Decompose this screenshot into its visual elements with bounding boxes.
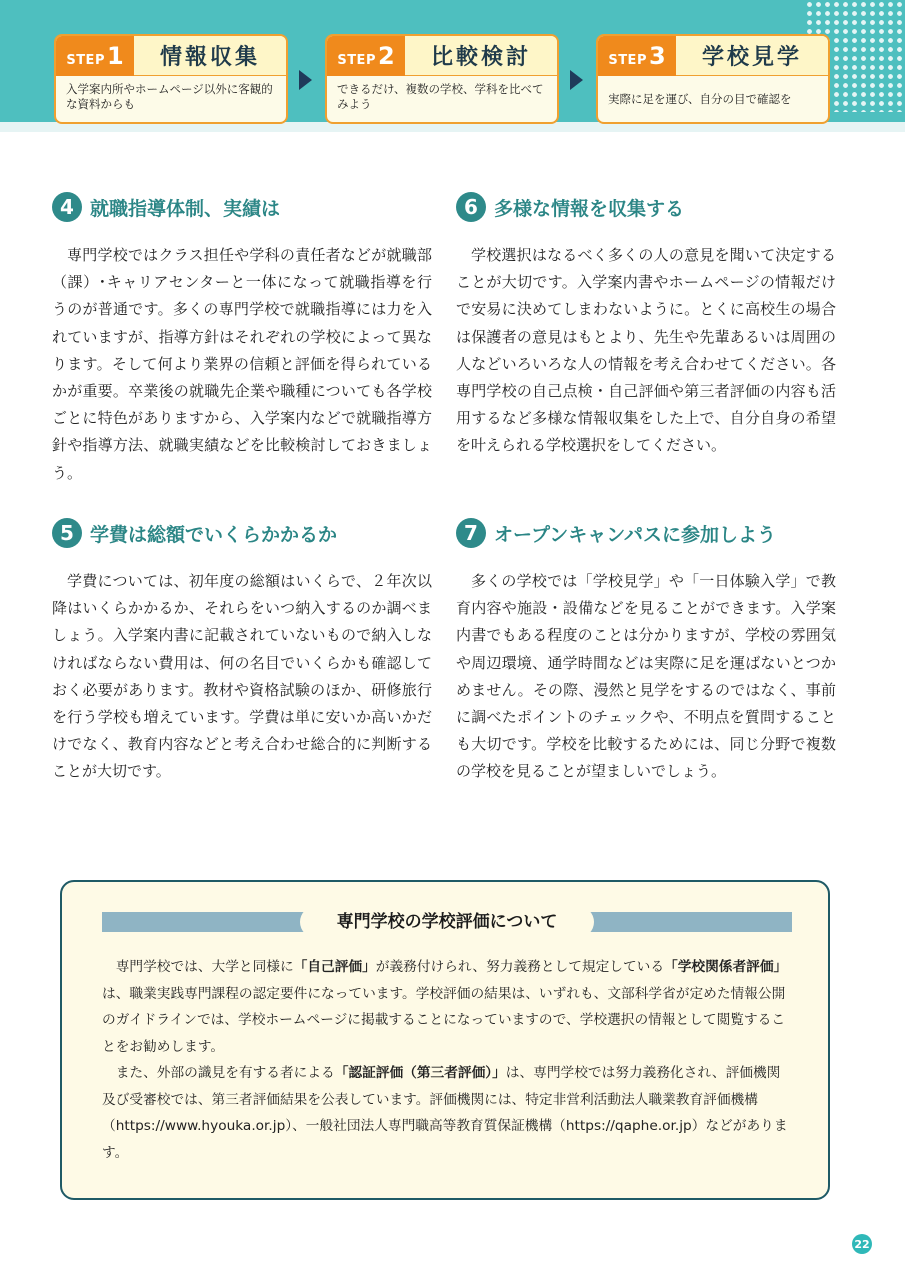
step-card-2 (325, 34, 559, 124)
section-tuition (52, 516, 432, 786)
section-information (456, 190, 836, 460)
section-number-badge: 6 (456, 192, 486, 222)
step-card-3 (596, 34, 830, 124)
section-title: オープンキャンパスに参加しよう (494, 523, 776, 546)
note-paragraph: 専門学校では、大学と同様に「自己評価」が義務付けられ、努力義務として規定している「学校関係者評価」は、職業実践専門課程の認定要件になっています。学校評価の結果は、いずれも、文部科学省が定めた情報公開のガイドラインでは、学校ホームページに掲載することになっていますので、学校選択の情報として閲覧することをお勧めします。 (102, 959, 788, 1055)
step-description: できるだけ、複数の学校、学科を比べてみよう (337, 82, 544, 111)
step-card-1 (54, 34, 288, 124)
section-body: 学校選択はなるべく多くの人の意見を聞いて決定することが大切です。入学案内書やホームページの情報だけで安易に決めてしまわないように。とくに高校生の場合は保護者の意見はもとより、先生や先輩あるいは周囲の人などいろいろな人の情報を考え合わせてください。各専門学校の自己点検・自己評価や第三者評価の内容も活用するなど多様な情報収集をした上で、自分自身の希望を叶えられる学校選択をしてください。 (456, 246, 836, 455)
note-body (102, 954, 792, 1166)
section-body: 多くの学校では「学校見学」や「一日体験入学」で教育内容や施設・設備などを見ることができます。入学案内書でもある程度のことは分かりますが、学校の雰囲気や周辺環境、通学時間などは実際に足を運ばないとつかめません。その際、漫然と見学をするのではなく、事前に調べたポイントのチェックや、不明点を質問することも大切です。学校を比較するためには、同じ分野で複数の学校を見ることが望ましいでしょう。 (456, 572, 836, 781)
step-tag: STEP 2 (327, 36, 405, 76)
step-title: 情報収集 (159, 45, 260, 70)
school-evaluation-note (60, 880, 830, 1200)
section-employment (52, 190, 432, 487)
section-body: 専門学校ではクラス担任や学科の責任者などが就職部（課）･キャリアセンターと一体になって就職指導を行うのが普通です。多くの専門学校で就職指導には力を入れていますが、指導方針はそれぞれの学校によって異なります。そして何より業界の信頼と評価を得られているかが重要。卒業後の就職先企業や職種についても各学校ごとに特色がありますから、入学案内などで就職指導方針や指導方法、就職実績などを比較検討しておきましょう。 (52, 246, 432, 482)
step-title: 学校見学 (701, 45, 802, 70)
note-title: 専門学校の学校評価について (300, 906, 594, 938)
note-paragraph: また、外部の識見を有する者による「認証評価（第三者評価）」は、専門学校では努力義務化され、評価機関及び受審校では、第三者評価結果を公表しています。評価機関には、特定非営利活動法人職業教育評価機構（https://www.hyouka.or.jp）、一般社団法人専門職高等教育質保証機構（https://qaphe.or.jp）などがあります。 (102, 1065, 788, 1161)
step-description: 入学案内所やホームページ以外に客観的な資料からも (66, 82, 273, 111)
step-tag: STEP 3 (598, 36, 676, 76)
section-title: 就職指導体制、実績は (90, 197, 281, 220)
step-description: 実際に足を運び、自分の目で確認を (608, 92, 792, 106)
section-title: 学費は総額でいくらかかるか (90, 523, 338, 546)
section-number-badge: 5 (52, 518, 82, 548)
section-number-badge: 7 (456, 518, 486, 548)
step-tag: STEP 1 (56, 36, 134, 76)
page-number: 22 (852, 1234, 872, 1254)
arrow-right-icon (570, 70, 583, 90)
section-open-campus (456, 516, 836, 786)
step-title: 比較検討 (430, 45, 531, 70)
section-title: 多様な情報を収集する (494, 197, 685, 220)
section-body: 学費については、初年度の総額はいくらで、２年次以降はいくらかかるか、それらをいつ納入するのか調べましょう。入学案内書に記載されていないもので納入しなければならない費用は、何の名目でいくらかも確認しておく必要があります。教材や資格試験のほか、研修旅行を行う学校も増えています。学費は単に安いか高いかだけでなく、教育内容などと考え合わせ総合的に判断することが大切です。 (52, 572, 432, 781)
arrow-right-icon (299, 70, 312, 90)
section-number-badge: 4 (52, 192, 82, 222)
